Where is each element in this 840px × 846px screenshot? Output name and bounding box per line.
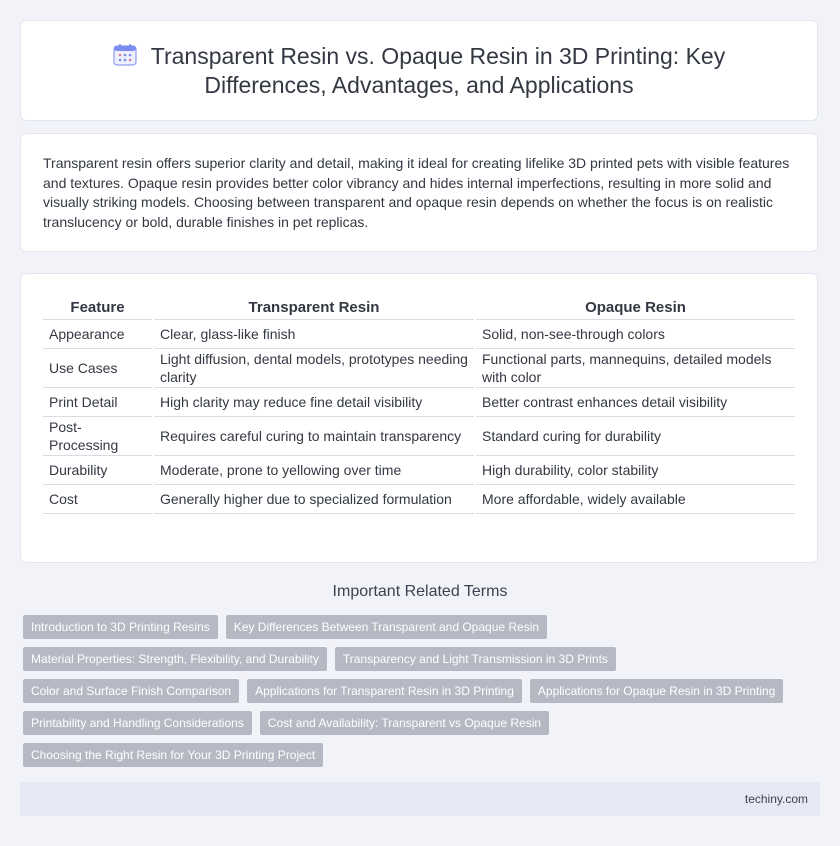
related-term-tag[interactable]: Key Differences Between Transparent and Opaque Resin: [226, 615, 547, 639]
calendar-icon: [113, 44, 137, 66]
row-transparent: Requires careful curing to maintain transparency: [154, 417, 474, 456]
row-feature: Cost: [43, 485, 152, 514]
related-term-tag[interactable]: Introduction to 3D Printing Resins: [23, 615, 218, 639]
comparison-table: [41, 296, 797, 514]
row-transparent: Generally higher due to specialized formulation: [154, 485, 474, 514]
related-term-tag[interactable]: Applications for Transparent Resin in 3D Printing: [247, 679, 522, 703]
row-opaque: High durability, color stability: [476, 456, 795, 485]
row-opaque: Functional parts, mannequins, detailed models with color: [476, 349, 795, 388]
row-transparent: Clear, glass-like finish: [154, 320, 474, 349]
row-opaque: Solid, non-see-through colors: [476, 320, 795, 349]
tag-row: [23, 743, 823, 767]
row-feature: Use Cases: [43, 349, 152, 388]
tag-row: [23, 615, 823, 639]
table-header-row: [43, 296, 795, 320]
row-feature: Appearance: [43, 320, 152, 349]
row-opaque: Standard curing for durability: [476, 417, 795, 456]
table-row: [43, 320, 795, 349]
table-row: [43, 388, 795, 417]
row-opaque: Better contrast enhances detail visibility: [476, 388, 795, 417]
related-term-tag[interactable]: Transparency and Light Transmission in 3D Prints: [335, 647, 616, 671]
related-term-tag[interactable]: Material Properties: Strength, Flexibility, and Durability: [23, 647, 327, 671]
intro-paragraph: Transparent resin offers superior clarity and detail, making it ideal for creating lifelike 3D printed pets with visible features and textures. Opaque resin provides better color vibrancy and hides internal imperfections, resulting in more solid and visually striking models. Choosing between transparent and opaque resin depends on whether the focus is on realistic translucency or bold, durable finishes in pet replicas.: [43, 155, 790, 230]
title-card: [20, 20, 818, 121]
row-transparent: Light diffusion, dental models, prototypes needing clarity: [154, 349, 474, 388]
row-feature: Durability: [43, 456, 152, 485]
related-term-tag[interactable]: Choosing the Right Resin for Your 3D Printing Project: [23, 743, 323, 767]
related-terms-heading: Important Related Terms: [332, 583, 508, 600]
page-title: [61, 42, 777, 100]
related-term-tag[interactable]: Color and Surface Finish Comparison: [23, 679, 239, 703]
header-opaque-resin: Opaque Resin: [476, 296, 795, 320]
related-term-tag[interactable]: Printability and Handling Considerations: [23, 711, 252, 735]
row-feature: Post-Processing: [43, 417, 152, 456]
comparison-table-card: [20, 273, 818, 563]
header-feature: Feature: [43, 296, 152, 320]
row-transparent: Moderate, prone to yellowing over time: [154, 456, 474, 485]
row-opaque: More affordable, widely available: [476, 485, 795, 514]
related-term-tag[interactable]: Cost and Availability: Transparent vs Opaque Resin: [260, 711, 549, 735]
related-term-tag[interactable]: Applications for Opaque Resin in 3D Printing: [530, 679, 783, 703]
row-feature: Print Detail: [43, 388, 152, 417]
footer-site-link[interactable]: techiny.com: [744, 792, 808, 806]
row-transparent: High clarity may reduce fine detail visibility: [154, 388, 474, 417]
table-row: [43, 456, 795, 485]
page-title-text: Transparent Resin vs. Opaque Resin in 3D Printing: Key Differences, Advantages, and Applications: [150, 42, 726, 98]
header-transparent-resin: Transparent Resin: [154, 296, 474, 320]
tag-row: [23, 679, 823, 703]
footer: [20, 782, 820, 816]
table-row: [43, 349, 795, 388]
tag-row: [23, 711, 823, 735]
related-terms-list: [23, 615, 823, 775]
table-row: [43, 417, 795, 456]
table-row: [43, 485, 795, 514]
tag-row: [23, 647, 823, 671]
intro-card: [20, 133, 818, 252]
